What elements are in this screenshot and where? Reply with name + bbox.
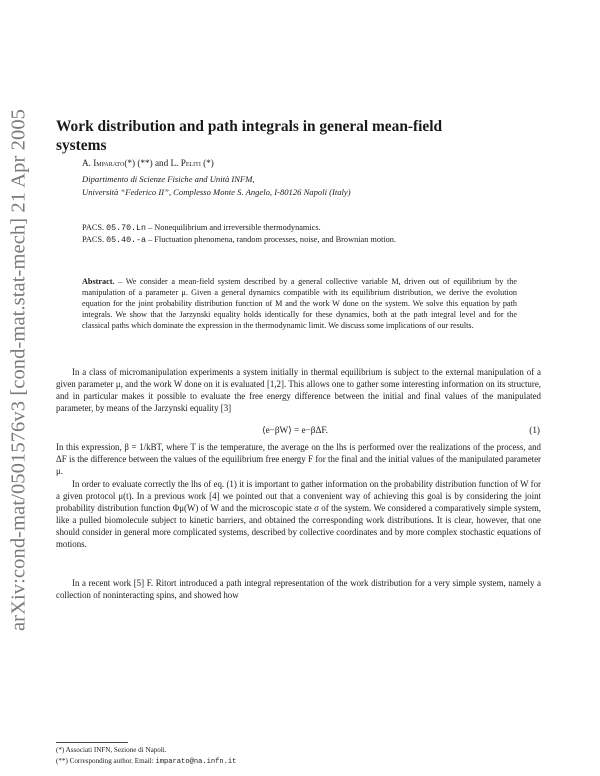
author1-initial: A. bbox=[82, 158, 91, 168]
paper-title: Work distribution and path integrals in general mean-field systems bbox=[56, 118, 443, 154]
paragraph-4: In a recent work [5] F. Ritort introduced a path integral representation of the work distribution for a very simple system, namely a collection of noninteracting spins, and showed how bbox=[56, 578, 541, 601]
paragraph-3: In order to evaluate correctly the lhs of eq. (1) it is important to gather information on the probability distribution function of W for a given protocol μ(t). In a previous work [4] we pointed out that a convenient way of achieving this goal is by considering the joint probability distribution function Φμ(W) of W and the microscopic state σ of the system. We considered a comparatively simple system, like a pulled biomolecule subject to kinetic barriers, and obtained the corresponding work distributions. It is clear, however, that one should consider in general more complicated systems, described by collective coordinates and by more complex stochastic equations of motions. bbox=[56, 479, 541, 550]
equation-1-number: (1) bbox=[529, 425, 540, 435]
pacs-code: 05.70.Ln bbox=[106, 224, 146, 233]
author2-initial: L. bbox=[170, 158, 179, 168]
author2-surname: Peliti bbox=[180, 158, 201, 168]
footnote-rule bbox=[56, 742, 128, 743]
pacs-code: 05.40.-a bbox=[106, 236, 146, 245]
arxiv-identifier-stamp bbox=[2, 96, 36, 644]
footnote-2 bbox=[56, 757, 236, 766]
abstract bbox=[82, 276, 517, 331]
author1-marks: (*) (**) bbox=[124, 158, 153, 168]
paragraph-1: In a class of micromanipulation experiments a system initially in thermal equilibrium is subject to the external manipulation of a given parameter μ, and the work W done on it is evaluated [1,2]. This allows one to gather some interesting information on its structure, and in particular makes it possible to evaluate the free energy difference between the initial and final values of the manipulated parameter, by means of the Jarzynski equality [3] bbox=[56, 367, 541, 414]
abstract-text: – We consider a mean-field system described by a general collective variable M, driven out of equilibrium by the manipulation of a parameter μ. Given a general dynamics compatible with its equilibrium distribution, we derive the evolution equation for the joint probability distribution function of M and the work W done on the system. We solve this equation by path integrals. We show that the Jarzynski equality holds identically for these dynamics, both at the path integral level and for the classical paths which dominate the expression in the thermodynamic limit. We discuss some implications of our results. bbox=[82, 277, 517, 330]
paragraph-2: In this expression, β = 1/kBT, where T is the temperature, the average on the lhs is performed over the realizations of the process, and ΔF is the difference between the values of the equilibrium free energy F for the final and the initial values of the manipulated parameter μ. bbox=[56, 442, 541, 477]
equation-1: ⟨e−βW⟩ = e−βΔF. bbox=[262, 425, 329, 435]
arxiv-identifier-text: arXiv:cond-mat/0501576v3 [cond-mat.stat-mech] 21 Apr 2005 bbox=[7, 108, 30, 632]
footnote-1: (*) Associati INFN, Sezione di Napoli. bbox=[56, 746, 167, 754]
pacs-prefix: PACS. bbox=[82, 235, 105, 244]
pacs-line-1 bbox=[82, 223, 321, 233]
abstract-label: Abstract. bbox=[82, 277, 115, 286]
pacs-description: – Nonequilibrium and irreversible thermodynamics. bbox=[148, 223, 321, 232]
author1-surname: Imparato bbox=[93, 158, 125, 168]
author-conjunction: and bbox=[154, 158, 169, 168]
pacs-prefix: PACS. bbox=[82, 223, 105, 232]
pacs-description: – Fluctuation phenomena, random processes, noise, and Brownian motion. bbox=[148, 235, 397, 244]
author2-marks: (*) bbox=[203, 158, 214, 168]
corresponding-email: imparato@na.infn.it bbox=[155, 758, 237, 766]
affiliation-line-2: Università “Federico II”, Complesso Monte S. Angelo, I-80126 Napoli (Italy) bbox=[82, 187, 351, 197]
pacs-line-2 bbox=[82, 235, 396, 245]
affiliation-line-1: Dipartimento di Scienze Fisiche and Unità INFM, bbox=[82, 174, 255, 184]
author-line bbox=[82, 158, 214, 168]
footnote-2-text: (**) Corresponding author. Email: bbox=[56, 757, 154, 765]
